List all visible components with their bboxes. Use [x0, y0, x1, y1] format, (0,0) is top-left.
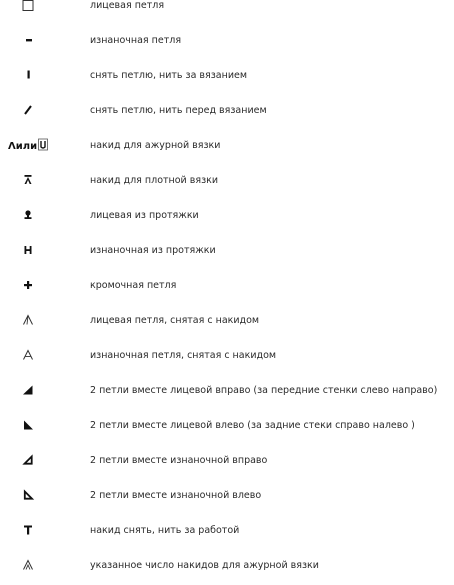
legend-item-label: указанное число накидов для ажурной вязки: [90, 560, 319, 571]
purl-through-strand-icon: [14, 241, 44, 261]
legend-item-label: снять петлю, нить за вязанием: [90, 70, 248, 81]
legend-item-lace-yarn-over: [0, 136, 454, 156]
plus-icon: [14, 276, 44, 296]
knit-through-strand-icon: [14, 206, 44, 226]
vertical-bar-icon: [14, 66, 44, 86]
tight-yarn-over-icon: [14, 171, 44, 191]
k2tog-right-icon: [14, 381, 44, 401]
legend-item-p2tog-right: [0, 451, 454, 471]
legend-item-label: накид для плотной вязки: [90, 175, 219, 186]
legend-item-label: 2 петли вместе лицевой влево (за задние стеки справо налево ): [90, 420, 415, 431]
knit-slipped-with-yo-icon: [14, 311, 44, 331]
legend-item-slip-yarn-back: [0, 66, 454, 86]
legend-item-purl-through-strand: [0, 241, 454, 261]
legend-item-label: снять петлю, нить перед вязанием: [90, 105, 267, 116]
legend-item-knit-stitch: [0, 0, 454, 16]
legend-item-label: накид для ажурной вязки: [90, 140, 221, 151]
legend-item-multiple-yo: [0, 556, 454, 576]
legend-item-label: лицевая петля: [90, 0, 165, 11]
p2tog-right-icon: [14, 451, 44, 471]
legend-item-label: 2 петли вместе изнаночной влево: [90, 490, 262, 501]
legend-item-label: накид снять, нить за работой: [90, 525, 240, 536]
legend-item-k2tog-left: [0, 416, 454, 436]
p2tog-left-icon: [14, 486, 44, 506]
lace-yarn-over-icon: [6, 136, 50, 156]
slip-yo-back-icon: [14, 521, 44, 541]
legend-item-slip-yarn-front: [0, 101, 454, 121]
legend-item-tight-yarn-over: [0, 171, 454, 191]
legend-item-purl-stitch: [0, 31, 454, 51]
legend-item-label: изнаночная петля: [90, 35, 182, 46]
svg-text:Λили: Λили: [8, 141, 38, 152]
legend-item-k2tog-right: [0, 381, 454, 401]
dash-icon: [14, 31, 44, 51]
legend-item-label: изнаночная петля, снятая с накидом: [90, 350, 277, 361]
legend-item-p2tog-left: [0, 486, 454, 506]
k2tog-left-icon: [14, 416, 44, 436]
legend-item-purl-slipped-with-yo: [0, 346, 454, 366]
legend-item-label: лицевая из протяжки: [90, 210, 199, 221]
legend-item-slip-yo-back: [0, 521, 454, 541]
empty-square-icon: [14, 0, 44, 16]
legend-item-label: кромочная петля: [90, 280, 177, 291]
legend-item-edge-stitch: [0, 276, 454, 296]
legend-item-knit-slipped-with-yo: [0, 311, 454, 331]
legend-item-label: лицевая петля, снятая с накидом: [90, 315, 260, 326]
multiple-yo-icon: [14, 556, 44, 576]
legend-item-label: изнаночная из протяжки: [90, 245, 216, 256]
legend-item-label: 2 петли вместе лицевой вправо (за передние стенки слево направо): [90, 385, 438, 396]
slash-icon: [14, 101, 44, 121]
legend-item-knit-through-strand: [0, 206, 454, 226]
purl-slipped-with-yo-icon: [14, 346, 44, 366]
legend-item-label: 2 петли вместе изнаночной вправо: [90, 455, 268, 466]
